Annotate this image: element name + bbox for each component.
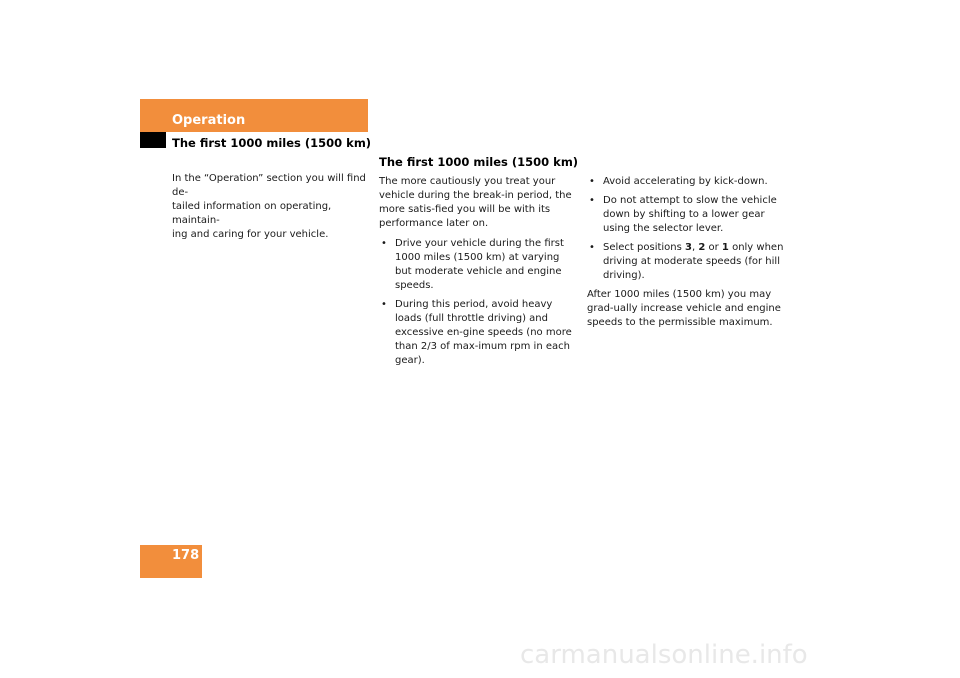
content-column-left bbox=[379, 155, 579, 373]
list-item bbox=[587, 241, 792, 283]
bullet-icon: • bbox=[589, 242, 595, 253]
intro-text bbox=[172, 172, 372, 242]
watermark: carmanualsonline.info bbox=[520, 640, 808, 670]
bullet-icon: • bbox=[589, 176, 595, 187]
text-fragment: Select positions bbox=[603, 242, 686, 253]
list-item-text: Drive your vehicle during the first 1000 miles (1500 km) at varying but moderate vehicle and engine speeds. bbox=[395, 238, 564, 291]
list-item bbox=[379, 237, 579, 293]
position-2: 2 bbox=[698, 242, 706, 253]
closing-paragraph: After 1000 miles (1500 km) you may grad-ually increase vehicle and engine speeds to the permissible maximum. bbox=[587, 289, 781, 328]
select-positions-text bbox=[603, 242, 783, 281]
page-number: 178 bbox=[172, 548, 200, 563]
bullet-list-left bbox=[379, 237, 579, 368]
position-1: 1 bbox=[721, 242, 729, 253]
bullet-icon: • bbox=[381, 238, 387, 249]
section-subheader: The first 1000 miles (1500 km) bbox=[172, 136, 372, 150]
list-item-text: Avoid accelerating by kick-down. bbox=[603, 176, 768, 187]
content-column-right bbox=[587, 175, 792, 336]
list-item-text: Do not attempt to slow the vehicle down by shifting to a lower gear using the selector lever. bbox=[603, 195, 777, 234]
text-fragment: or bbox=[705, 242, 722, 253]
list-item-text: During this period, avoid heavy loads (full throttle driving) and excessive en-gine speeds (no more than 2/3 of max-imum rpm in each gear). bbox=[395, 299, 572, 366]
header-marker bbox=[140, 132, 166, 148]
list-item bbox=[587, 175, 792, 189]
text-fragment: , bbox=[692, 242, 699, 253]
list-item bbox=[379, 298, 579, 368]
bullet-icon: • bbox=[381, 299, 387, 310]
section-header-title: Operation bbox=[172, 113, 246, 128]
bullet-icon: • bbox=[589, 195, 595, 206]
intro-paragraph: In the “Operation” section you will find de- tailed information on operating, maintain- ing and caring for your vehicle. bbox=[172, 173, 366, 240]
bullet-list-right bbox=[587, 175, 792, 283]
section-title: The first 1000 miles (1500 km) bbox=[379, 155, 579, 169]
position-3: 3 bbox=[685, 242, 692, 253]
text-fragment: only when driving at moderate speeds (for hill driving). bbox=[603, 242, 784, 281]
intro-paragraph-main: The more cautiously you treat your vehicle during the break-in period, the more satis-fied you will be with its performance later on. bbox=[379, 176, 572, 229]
list-item bbox=[587, 194, 792, 236]
